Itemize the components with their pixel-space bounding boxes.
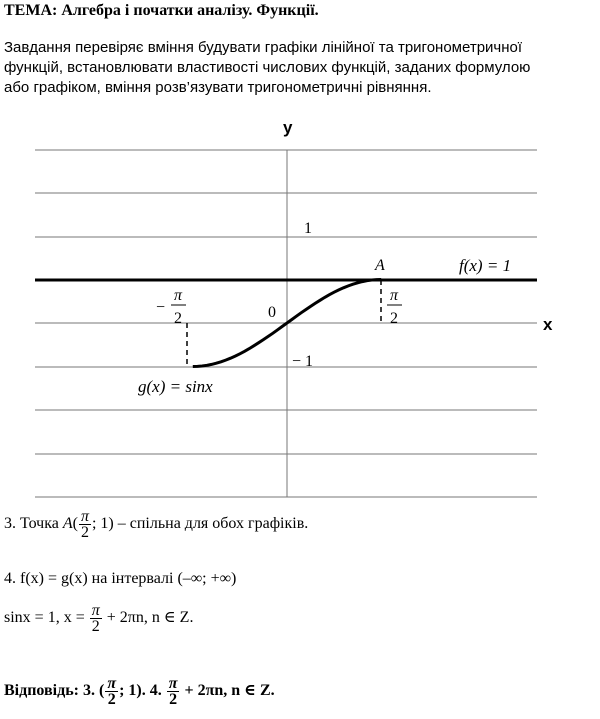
origin-label: 0 [268, 304, 276, 321]
two-denominator: 2 [174, 310, 182, 327]
line5-part2: + 2πn, n ∈ Z. [102, 609, 194, 627]
page-title: ТЕМА: Алгебра і початки аналізу. Функції. [4, 2, 319, 19]
line5-part1: sinx = 1, x = [4, 609, 89, 627]
answer-line [4, 676, 275, 707]
fraction-numerator: π [80, 508, 89, 525]
fraction-numerator: π [168, 675, 178, 692]
fraction-numerator: π [107, 675, 117, 692]
pi-numerator: π [390, 287, 399, 304]
fraction-pi-half [167, 676, 180, 707]
tick-label-pi-half [387, 287, 402, 327]
pi-numerator: π [174, 287, 183, 304]
fraction-pi-half [105, 676, 118, 707]
g-label: g(x) = sinx [138, 377, 213, 396]
tick-label-minus-pi-half [156, 287, 186, 327]
answer-end: + 2πn, n ∈ Z. [180, 682, 275, 700]
fraction-denominator: 2 [169, 691, 178, 708]
fraction-denominator: 2 [91, 618, 100, 635]
solution-line-3 [4, 509, 308, 540]
line3-prefix: 3. Точка [4, 515, 63, 533]
fraction-denominator: 2 [80, 524, 89, 541]
two-denominator: 2 [390, 310, 398, 327]
point-a-label: A [375, 257, 385, 274]
intro-paragraph [4, 38, 594, 98]
intro-line-2: функцій, встановлювати властивості числових функцій, заданих формулою [4, 59, 531, 76]
fraction-denominator: 2 [107, 691, 116, 708]
intro-line-1: Завдання перевіряє вміння будувати графіки лінійної та тригонометричної [4, 39, 523, 56]
answer-label: Відповідь: 3. [4, 682, 99, 700]
solution-line-5 [4, 603, 193, 634]
answer-open: ( [99, 682, 105, 700]
fraction-numerator: π [91, 602, 100, 619]
intro-line-3: або графіком, вміння розв’язувати тригонометричні рівняння. [4, 79, 432, 96]
solution-line-4: 4. f(x) = g(x) на інтервалі (–∞; +∞) [4, 570, 237, 587]
line3-open: ( [72, 515, 78, 533]
fraction-pi-half [79, 509, 91, 540]
x-axis-label: x [543, 315, 553, 334]
minus-sign: − [156, 299, 166, 316]
function-graph [0, 110, 600, 505]
fraction-pi-half [90, 603, 102, 634]
line3-rest: ; 1) – спільна для обох графіків. [91, 515, 309, 533]
tick-label-minus-one: − 1 [292, 353, 314, 370]
f-label: f(x) = 1 [459, 256, 512, 275]
answer-mid: ; 1). 4. [119, 682, 166, 700]
tick-label-one: 1 [304, 220, 312, 237]
y-axis-label: y [283, 118, 293, 137]
line3-point: A [62, 515, 73, 533]
